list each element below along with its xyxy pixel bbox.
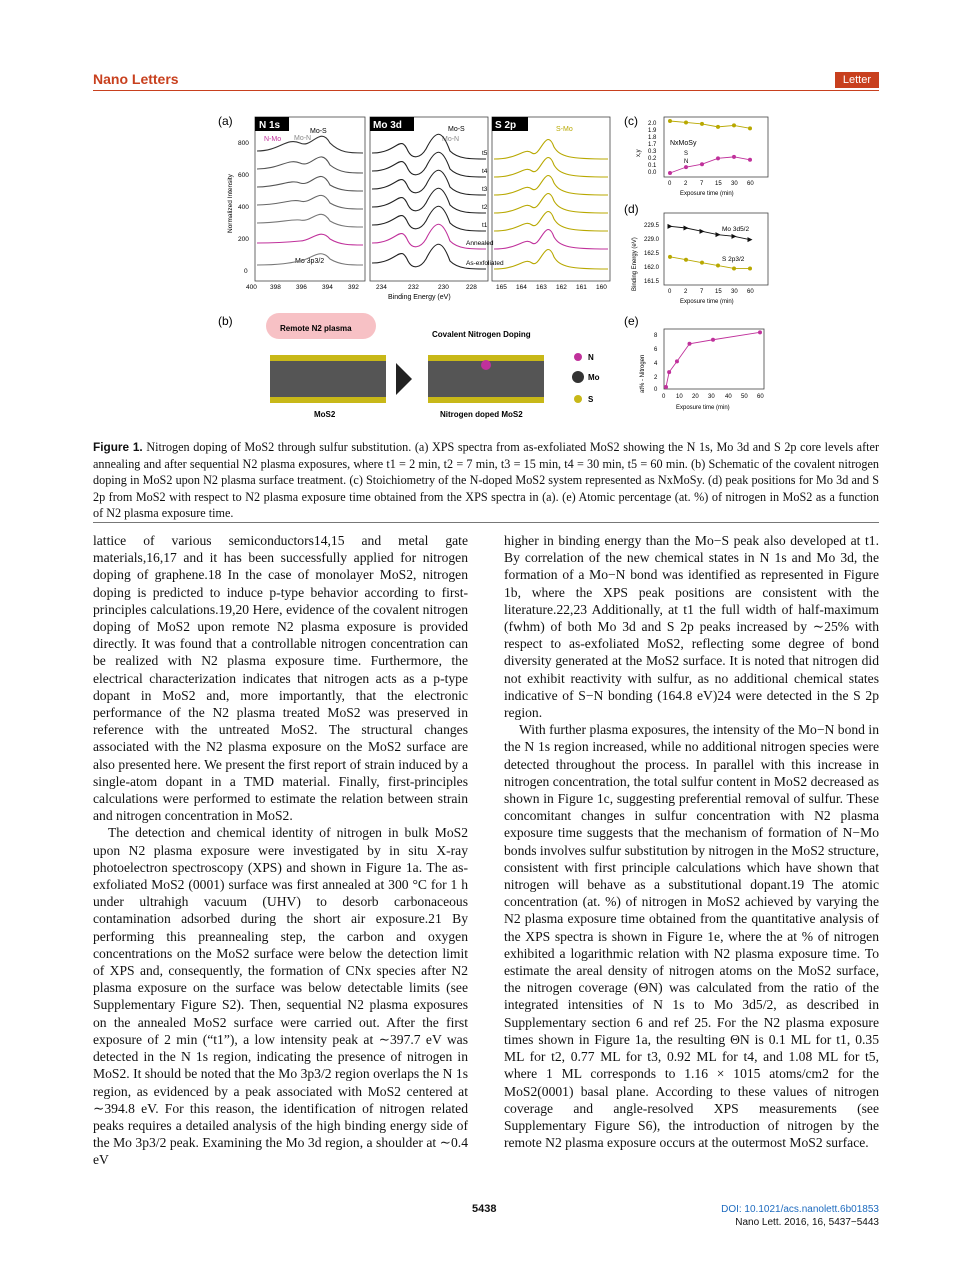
d-yticks [644,223,660,285]
footer-doi [721,1203,879,1229]
c-ytick: 1.8 [648,135,657,141]
d-yaxis: Binding Energy (eV) [632,237,638,291]
doped-lattice [428,355,544,403]
c-s-point [700,122,704,126]
y-tick-400: 400 [238,204,249,211]
d-s-point [668,255,672,259]
e-n-point [664,385,668,389]
e-xtick: 50 [741,394,748,400]
panel-a-label: (a) [218,114,233,128]
e-ytick: 6 [654,347,658,353]
y-tick-800: 800 [238,140,249,147]
journal-title[interactable]: Nano Letters [93,71,179,87]
mo-n-label-mo3d: Mo-N [442,136,460,143]
c-n-point [716,156,720,160]
d-s-point [684,258,688,262]
right-paragraph-2: With further plasma exposures, the intensity of the Mo−N bond in the N 1s region increased, while no additional nitrogen species were detected throughout the process. In parallel with this increase in nitrogen concentration, the total sulfur content in MoS2 decreased as shown in Figure 1c, suggesting preferential removal of sulfur. These concomitant changes in sulfur concentration with N2 plasma exposure time suggests that the mechanism of formation of N−Mo bonds involves sulfur substitution by nitrogen in the MoS2 structure, consistent with first principle calculations which have shown that nitrogen will behave as a substitutional dopant.19 The atomic concentration (at. %) of nitrogen in MoS2 achieved by varying the N2 plasma exposure time obtained from the quantitative analysis of the XPS spectra is shown in Figure 1e, where the at % of nitrogen exhibited a logarithmic relation with N2 plasma exposure time. To estimate the areal density of nitrogen atoms on the MoS2 surface, the nitrogen coverage (ΘN) was calculated from the ratio of the integrated intensities of N 1s to Mo 3d5/2, as described in Supplementary section 6 and ref 25. For the N2 plasma exposure times shown in Figure 1a, the resulting ΘN is 0.1 ML for t1, 0.35 ML for t2, 0.77 ML for t3, 0.92 ML for t4, and 1.08 ML for t5, where 1 ML corresponds to 1.16 × 1015 atoms/cm2 for the MoS2(0001) basal plane. According to these values of nitrogen coverage and angle-resolved XPS measurements (see Supplementary Figure S6), the introduction of nitrogen by the remote N2 plasma exposure occurs at the outermost MoS2 surface. [504,722,879,1151]
c-n-point [732,155,736,159]
panel-e-label: (e) [624,314,639,328]
doi-link[interactable]: DOI: 10.1021/acs.nanolett.6b01853 [721,1204,879,1215]
d-xtick: 60 [747,289,754,295]
c-xtick: 0 [668,181,672,187]
c-xtick: 15 [715,181,722,187]
c-xticks [668,181,754,187]
c-ytick: 0.1 [648,163,657,169]
d-xtick: 7 [700,289,704,295]
c-s-point [668,119,672,123]
trace-t1: t1 [482,222,488,229]
d-legend-s: S 2p3/2 [722,256,745,263]
trace-as-exfoliated: As-exfoliated [466,260,504,267]
figure-caption [93,439,879,522]
right-column [504,532,879,1151]
trace-t5: t5 [482,150,488,157]
page-header [93,71,879,93]
mo-s-label-mo3d: Mo-S [448,126,465,133]
mo-s-label-n1s: Mo-S [310,128,327,135]
citation: Nano Lett. 2016, 16, 5437−5443 [735,1217,879,1228]
x-tick: 400 [246,284,257,291]
c-n-point [748,158,752,162]
mo3p-label: Mo 3p3/2 [295,258,325,265]
x-ticks-a [246,284,607,291]
c-ytick: 0.0 [648,170,657,176]
x-tick: 396 [296,284,307,291]
c-legend-title: NxMoSy [670,140,697,147]
s2p-tag: S 2p [495,120,517,131]
e-n-point [688,342,692,346]
d-s-point [700,261,704,265]
c-xlabel: Exposure time (min) [680,191,734,197]
n-atom-icon [574,353,582,361]
c-xtick: 30 [731,181,738,187]
x-tick: 162 [556,284,567,291]
caption-text: Nitrogen doping of MoS2 through sulfur substitution. (a) XPS spectra from as-exfoliated MoS2 showing the N 1s, Mo 3d and S 2p core levels after annealing and after sequential N2 plasma exposures, where t1 = 2 min, t2 = 7 min, t3 = 15 min, t4 = 30 min, t5 = 60 min. (b) Schematic of the covalent nitrogen doping in MoS2 upon N2 plasma surface treatment. (c) Stoichiometry of the N-doped MoS2 system represented as NxMoSy. (d) peak positions for Mo 3d and S 2p from MoS2 with respect to N2 plasma exposure time obtained from the XPS spectra in (a). (e) Atomic percentage (at. %) of nitrogen in MoS2 as a function of N2 plasma exposure time. [93,440,880,520]
c-s-point [732,123,736,127]
mos2-label: MoS2 [314,410,336,419]
header-rule [93,90,879,91]
c-ytick: 2.0 [648,121,657,127]
mo3d-tag: Mo 3d [373,120,402,131]
d-xticks [668,289,754,295]
mo-atom-icon [572,371,584,383]
covalent-doping-label: Covalent Nitrogen Doping [432,330,531,339]
x-tick: 163 [536,284,547,291]
x-tick: 228 [466,284,477,291]
n1s-tag: N 1s [259,120,281,131]
c-ytick: 1.7 [648,142,657,148]
c-xtick: 7 [700,181,704,187]
e-ytick: 8 [654,333,658,339]
c-legend-n: N [684,159,689,165]
x-tick: 394 [322,284,333,291]
caption-rule [93,522,879,523]
figure-1-graphic [200,103,780,423]
e-yaxis: at% - Nitrogen [640,354,646,393]
e-xtick: 40 [725,394,732,400]
d-ytick: 162.0 [644,265,660,271]
s-atom-icon [574,395,582,403]
mo-n-label-n1s: Mo-N [294,135,312,142]
e-xticks [662,394,764,400]
article-type-badge: Letter [835,72,879,88]
d-legend-mo: Mo 3d5/2 [722,226,750,233]
d-xtick: 30 [731,289,738,295]
x-label-a: Binding Energy (eV) [388,294,451,301]
s-mo-label: S-Mo [556,126,573,133]
e-xtick: 0 [662,394,666,400]
panel-d-label: (d) [624,202,639,216]
legend-s: S [588,395,594,404]
d-xtick: 0 [668,289,672,295]
x-tick: 232 [408,284,419,291]
d-s-point [748,266,752,270]
legend-mo: Mo [588,373,600,382]
c-s-point [748,126,752,130]
c-ytick: 1.9 [648,128,657,134]
e-xtick: 10 [676,394,683,400]
d-ytick: 161.5 [644,279,660,285]
page-number: 5438 [472,1203,497,1215]
e-xlabel: Exposure time (min) [676,405,730,411]
e-ytick: 0 [654,387,658,393]
c-s-point [716,125,720,129]
c-n-point [668,171,672,175]
panel-d-frame [664,213,768,285]
mos2-lattice [270,355,386,403]
panel-c-label: (c) [624,114,638,128]
trace-annealed: Annealed [466,240,494,247]
left-paragraph-2: The detection and chemical identity of nitrogen in bulk MoS2 upon N2 plasma exposure were investigated by in situ X-ray photoelectron spectroscopy (XPS) and shown in Figure 1a. The as-exfoliated MoS2 (0001) surface was first annealed at 300 °C for 1 h under ultrahigh vacuum (UHV) to desorb carbonaceous contamination adsorbed during the short air exposure.21 By performing this preannealing step, the carbon and oxygen concentrations on the MoS2 surface were below the detection limit of XPS and, consequently, the formation of CNx species after N2 plasma exposure on the surface was below detectable limits (see Supplementary Figure S2). Then, sequential N2 plasma exposures on the annealed MoS2 surface were carried out. After the first exposure of 2 min (“t1”), a low intensity peak at ∼397.7 eV was detected in the N 1s region, indicating the presence of nitrogen in MoS2. It should be noted that the Mo 3p3/2 region overlaps the N 1s region, as evidenced by a peak associated with MoS2 centered at ∼394.8 eV. For this reason, the identification of nitrogen related peaks requires a detailed analysis of the high binding energy side of the Mo 3p3/2 peak. Examining the Mo 3d region, a shoulder at ∼0.4 eV [93,825,468,1168]
panel-c-frame [664,117,768,177]
x-tick: 165 [496,284,507,291]
d-xtick: 2 [684,289,688,295]
right-paragraph-1: higher in binding energy than the Mo−S peak also developed at t1. By correlation of the new chemical states in N 1s and Mo 3d, the formation of a Mo−N bond was identified as represented in Figure 1b, where the XPS peak positions are consistent with the literature.22,23 Additionally, at t1 the full width of half-maximum (fwhm) of both Mo 3d and S 2p peaks increased by ∼25% with respect to as-exfoliated MoS2, reflecting some degree of bond diversity generated at the MoS2 surface. It is noted that nitrogen did not exhibit reactivity with sulfur, as no additional chemical states indicative of S−N bonding (164.8 eV)24 were detected in the S 2p region. [504,533,879,721]
e-xtick: 60 [757,394,764,400]
x-tick: 160 [596,284,607,291]
c-yaxis: x,y [636,149,642,157]
arrow-icon [396,363,412,395]
c-n-point [700,162,704,166]
y-tick-0: 0 [244,268,248,275]
x-tick: 398 [270,284,281,291]
d-s-point [716,264,720,268]
trace-t4: t4 [482,168,488,175]
d-ytick: 162.5 [644,251,660,257]
c-legend-s: S [684,151,689,157]
y-tick-200: 200 [238,236,249,243]
d-ytick: 229.5 [644,223,660,229]
c-yticks [648,121,657,176]
doped-label: Nitrogen doped MoS2 [440,410,523,419]
n-mo-label: N-Mo [264,136,282,143]
y-tick-600: 600 [238,172,249,179]
d-xtick: 15 [715,289,722,295]
c-xtick: 2 [684,181,688,187]
trace-t2: t2 [482,204,488,211]
e-n-point [675,359,679,363]
e-n-point [758,330,762,334]
remote-plasma-label: Remote N2 plasma [280,324,352,333]
e-ytick: 2 [654,375,658,381]
trace-t3: t3 [482,186,488,193]
c-s-point [684,120,688,124]
y-label-a: Normalized Intensity [227,174,234,233]
d-ytick: 229.0 [644,237,660,243]
c-ytick: 0.3 [648,149,657,155]
e-n-point [711,338,715,342]
left-paragraph-1: lattice of various semiconductors14,15 and metal gate materials,16,17 and it has been successfully applied for nitrogen doping of graphene.18 In the case of monolayer MoS2, nitrogen doping is predicted to induce p-type behavior according to first-principles calculations.19,20 Here, evidence of the covalent nitrogen doping of MoS2 upon remote N2 plasma exposure is provided directly. It was found that a controllable nitrogen concentration can be realized with N2 plasma exposure time. Furthermore, the electrical characterization indicates that nitrogen acts as a p-type dopant in MoS2 and, more importantly, that the electronic performance of the N2 plasma treated MoS2 was preserved in reference with the untreated MoS2. The structural changes associated with the N2 plasma exposure on the MoS2 surface are also presented here. We present the first report of strain induced by a single-atom dopant in a TMD material. Finally, first-principles calculations were performed to estimate the relation between strain and nitrogen concentration in MoS2. [93,533,468,824]
e-xtick: 20 [692,394,699,400]
x-tick: 164 [516,284,527,291]
mo3d-frame [370,117,488,281]
c-n-point [684,165,688,169]
x-tick: 161 [576,284,587,291]
d-xlabel: Exposure time (min) [680,299,734,305]
x-tick: 392 [348,284,359,291]
figure-1 [200,103,780,423]
legend-n: N [588,353,594,362]
e-xtick: 30 [708,394,715,400]
c-ytick: 0.2 [648,156,657,162]
e-ytick: 4 [654,361,658,367]
left-column [93,532,468,1169]
caption-label: Figure 1. [93,440,143,454]
e-n-point [667,370,671,374]
x-tick: 230 [438,284,449,291]
x-tick: 234 [376,284,387,291]
d-s-point [732,266,736,270]
e-yticks [654,333,658,393]
c-xtick: 60 [747,181,754,187]
panel-b-label: (b) [218,314,233,328]
